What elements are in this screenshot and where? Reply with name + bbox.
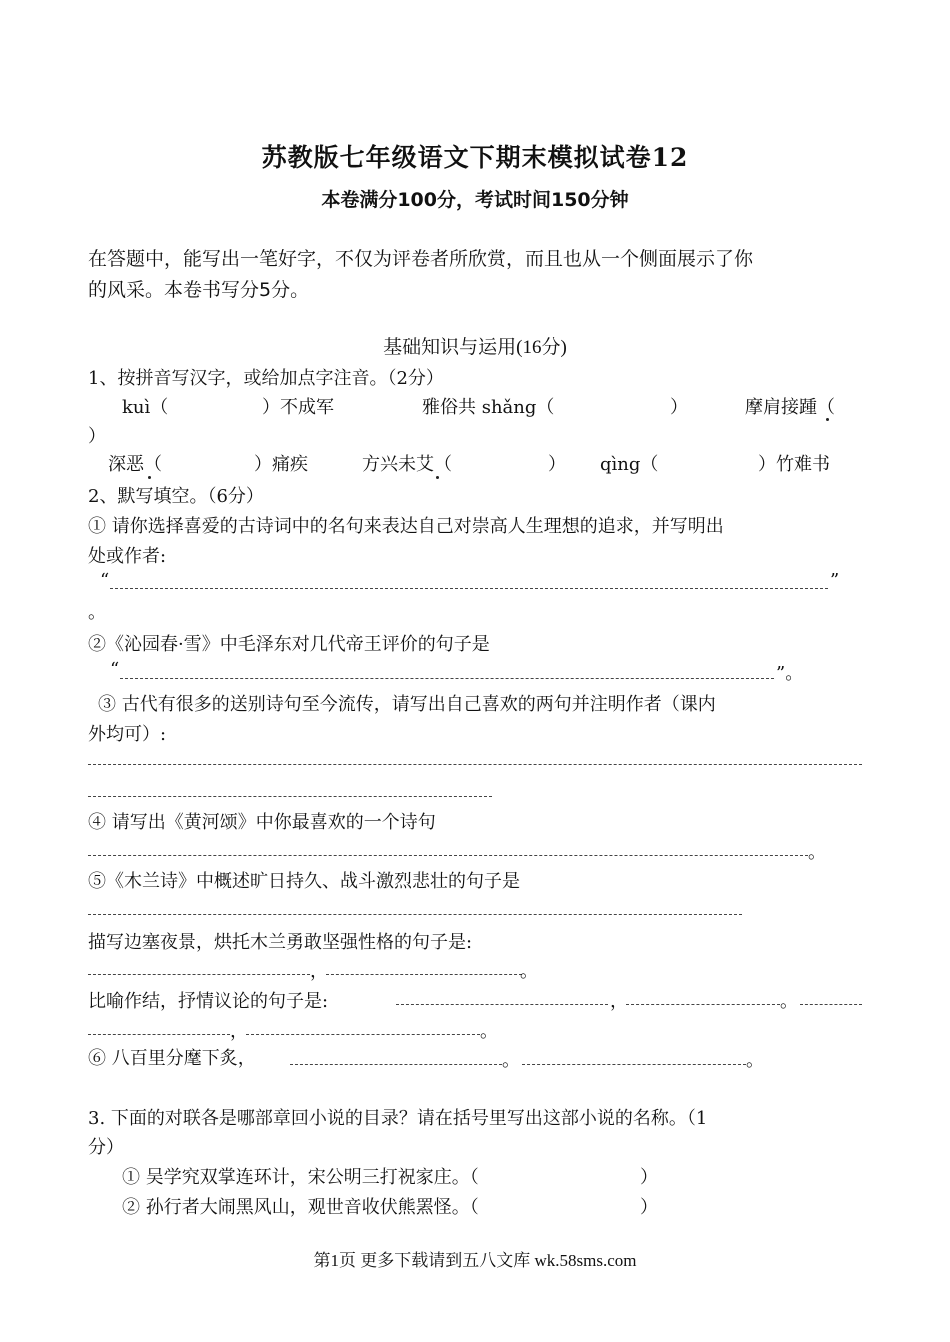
answer-blank[interactable] xyxy=(110,588,828,589)
q3-item-1: ① 吴学究双掌连环计，宋公明三打祝家庄。（ xyxy=(122,1167,479,1188)
period: 。 xyxy=(808,842,826,863)
q1-f-text: qìng（ xyxy=(600,454,659,475)
emphasis-dot xyxy=(436,476,439,479)
period: 。 xyxy=(480,1021,498,1042)
answer-blank[interactable] xyxy=(326,974,522,975)
q2-s5b: 描写边塞夜景，烘托木兰勇敢坚强性格的句子是: xyxy=(88,932,473,953)
q3-stem-line-1: 3. 下面的对联各是哪部章回小说的目录？请在括号里写出这部小说的名称。（1 xyxy=(88,1108,708,1129)
answer-blank[interactable] xyxy=(800,1004,862,1005)
period: 。 xyxy=(746,1050,764,1071)
q1-c-wrap: ） xyxy=(88,426,106,447)
comma: ， xyxy=(230,1021,248,1042)
answer-blank[interactable] xyxy=(88,764,862,765)
section-title: 基础知识与运用(16分) xyxy=(383,337,567,358)
q1-b-text: 雅俗共 shǎng（ xyxy=(422,397,555,418)
open-quote: “ xyxy=(100,570,110,591)
answer-blank[interactable] xyxy=(396,1004,608,1005)
page-footer: 第1页 更多下载请到五八文库 wk.58sms.com xyxy=(313,1251,637,1270)
intro-line-2: 的风采。本卷书写分5分。 xyxy=(88,279,310,301)
q2-s5: ⑤《木兰诗》中概述旷日持久、战斗激烈悲壮的句子是 xyxy=(88,871,520,892)
answer-blank[interactable] xyxy=(88,974,310,975)
period: 。 xyxy=(520,961,538,982)
q1-stem: 1、按拼音写汉字，或给加点字注音。（2分） xyxy=(88,368,444,389)
q1-e-close: ） xyxy=(548,454,566,475)
q1-d-rest: ）痛疾 xyxy=(254,454,308,475)
q1-d-text: 深恶（ xyxy=(108,454,162,475)
q2-s2: ②《沁园春·雪》中毛泽东对几代帝王评价的句子是 xyxy=(88,634,490,655)
answer-blank[interactable] xyxy=(88,1034,230,1035)
q3-item-1-close: ） xyxy=(640,1167,658,1188)
q1-c-text: 摩肩接踵（ xyxy=(745,397,835,418)
page-subtitle: 本卷满分100分，考试时间150分钟 xyxy=(321,189,629,211)
q2-s6: ⑥ 八百里分麾下炙， xyxy=(88,1048,256,1069)
q3-item-2-close: ） xyxy=(640,1197,658,1218)
comma: ， xyxy=(610,991,628,1012)
answer-blank[interactable] xyxy=(88,914,742,915)
answer-blank[interactable] xyxy=(88,855,808,856)
period: 。 xyxy=(780,991,798,1012)
q3-stem-line-2: 分） xyxy=(88,1137,124,1158)
q2-s1-line-1: ① 请你选择喜爱的古诗词中的名句来表达自己对崇高人生理想的追求，并写明出 xyxy=(88,516,724,537)
q1-b-close: ） xyxy=(670,397,688,418)
page-title: 苏教版七年级语文下期末模拟试卷12 xyxy=(261,143,689,172)
emphasis-dot xyxy=(148,476,151,479)
answer-blank[interactable] xyxy=(88,796,492,797)
answer-blank[interactable] xyxy=(522,1064,746,1065)
answer-blank[interactable] xyxy=(290,1064,502,1065)
period: 。 xyxy=(502,1050,520,1071)
period: 。 xyxy=(88,602,106,623)
q1-e-text: 方兴未艾（ xyxy=(362,454,452,475)
q2-s5c: 比喻作结，抒情议论的句子是: xyxy=(88,991,329,1012)
q3-item-2: ② 孙行者大闹黑风山，观世音收伏熊罴怪。（ xyxy=(122,1197,479,1218)
q2-s1-line-2: 处或作者: xyxy=(88,546,167,567)
open-quote: “ xyxy=(110,659,120,680)
emphasis-dot xyxy=(826,418,829,421)
q1-a-pinyin: kuì（ xyxy=(122,397,169,418)
q1-a-rest: ）不成军 xyxy=(262,397,334,418)
q2-s2-end: ”。 xyxy=(776,663,804,684)
q2-s3-line-2: 外均可）: xyxy=(88,724,167,745)
close-quote: ” xyxy=(830,570,840,591)
q1-f-rest: ）竹难书 xyxy=(758,454,830,475)
q2-s3-line-1: ③ 古代有很多的送别诗句至今流传，请写出自己喜欢的两句并注明作者（课内 xyxy=(98,694,716,715)
q2-stem: 2、默写填空。（6分） xyxy=(88,486,264,507)
q2-s4: ④ 请写出《黄河颂》中你最喜欢的一个诗句 xyxy=(88,812,436,833)
answer-blank[interactable] xyxy=(246,1034,480,1035)
answer-blank[interactable] xyxy=(120,678,774,679)
comma: ， xyxy=(310,961,328,982)
intro-line-1: 在答题中，能写出一笔好字，不仅为评卷者所欣赏，而且也从一个侧面展示了你 xyxy=(88,248,754,270)
answer-blank[interactable] xyxy=(626,1004,780,1005)
